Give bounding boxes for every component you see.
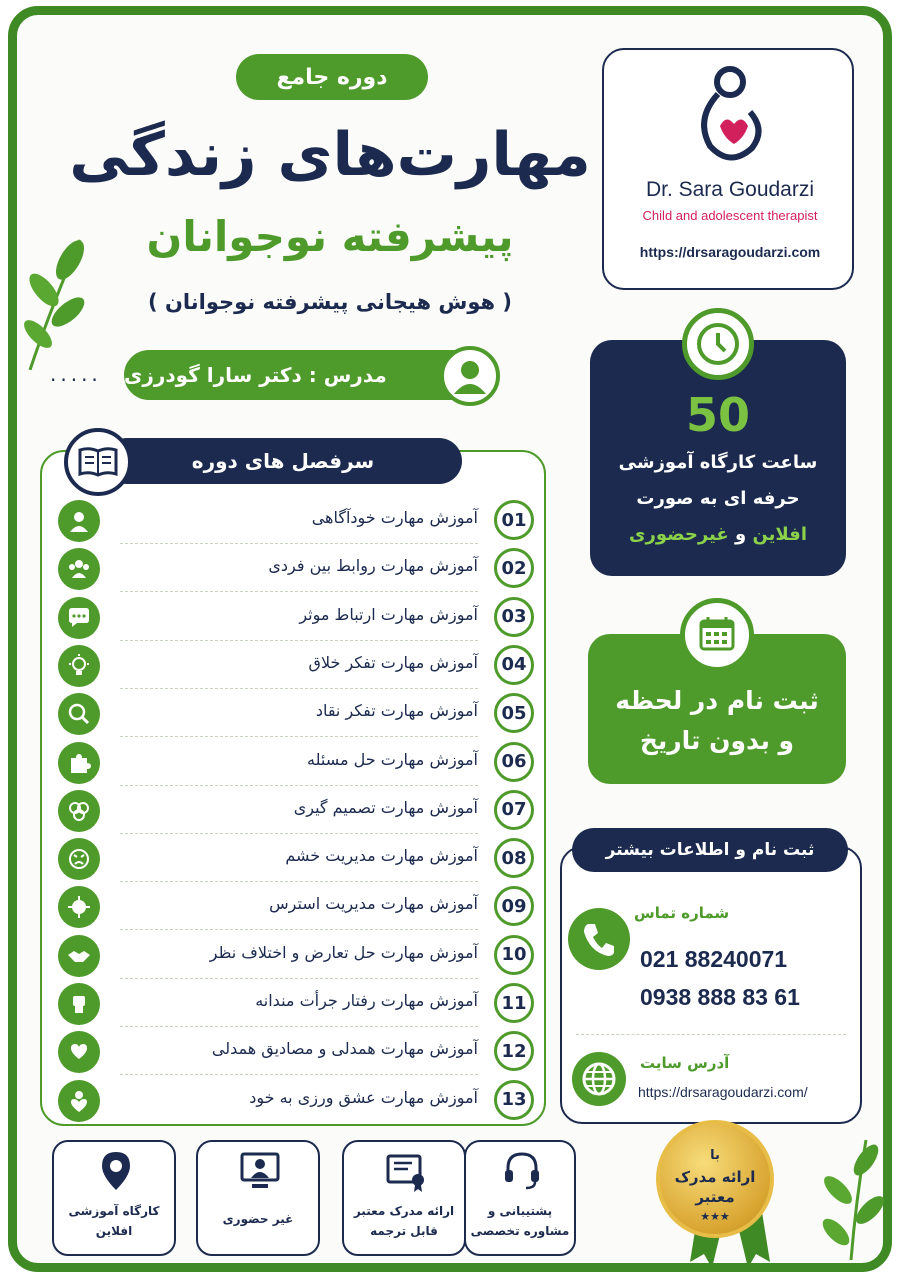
heart-hands-icon [58, 1031, 100, 1073]
feature-card-support [464, 1140, 576, 1256]
angry-face-icon [58, 838, 100, 880]
person-icon [58, 500, 100, 542]
syllabus-number: 10 [494, 935, 534, 975]
registration-line-2: و بدون تاریخ [639, 726, 795, 755]
syllabus-topic: آموزش مهارت مدیریت استرس [269, 894, 478, 914]
syllabus-row [56, 1027, 534, 1075]
syllabus-topic: آموزش مهارت همدلی و مصادیق همدلی [211, 1039, 478, 1059]
contact-divider [576, 1034, 846, 1035]
syllabus-topic: آموزش مهارت مدیریت خشم [285, 846, 478, 866]
page-subtitle: پیشرفته نوجوانان [146, 212, 514, 261]
feature-label-line-1: غیر حضوری [222, 1212, 294, 1226]
feature-card-online [196, 1140, 320, 1256]
syllabus-number: 13 [494, 1080, 534, 1120]
syllabus-number: 01 [494, 500, 534, 540]
website-url[interactable]: https://drsaragoudarzi.com/ [638, 1084, 808, 1100]
brand-role: Child and adolescent therapist [642, 208, 818, 223]
medal-line-3: معتبر [695, 1188, 735, 1206]
syllabus-number: 06 [494, 742, 534, 782]
self-love-icon [58, 1080, 100, 1122]
hours-line-1: ساعت کارگاه آموزشی [618, 452, 818, 473]
feature-label-line-1: کارگاه آموزشی [68, 1204, 160, 1218]
chat-icon [58, 597, 100, 639]
logo-card [602, 48, 854, 290]
feature-label-line-1: پشتیبانی و [487, 1204, 553, 1218]
syllabus-row [56, 931, 534, 979]
magnifier-icon [58, 693, 100, 735]
feature-label-line-2: افلاین [95, 1224, 133, 1238]
feature-card-certificate [342, 1140, 466, 1256]
syllabus-number: 07 [494, 790, 534, 830]
medal-line-2: ارائه مدرک [674, 1168, 756, 1186]
feature-card-offline-workshop [52, 1140, 176, 1256]
syllabus-topic: آموزش مهارت حل تعارض و اختلاف نظر [209, 942, 478, 962]
syllabus-row [56, 544, 534, 592]
headset-icon [502, 1150, 542, 1194]
syllabus-number: 11 [494, 983, 534, 1023]
syllabus-row [56, 496, 534, 544]
in-person-label: غیرحضوری [628, 524, 729, 545]
phone-number-2[interactable]: 0938 888 83 61 [640, 984, 800, 1010]
medal-stars: ★★★ [700, 1210, 730, 1223]
syllabus-topic: آموزش مهارت تفکر نقاد [315, 701, 478, 721]
syllabus-number: 09 [494, 886, 534, 926]
syllabus-row [56, 641, 534, 689]
leaf-decoration-right [816, 1130, 886, 1260]
phone-icon [568, 908, 630, 970]
handshake-icon [58, 935, 100, 977]
page-title: مهارت‌های زندگی [69, 120, 591, 190]
syllabus-number: 05 [494, 693, 534, 733]
course-badge: دوره جامع [236, 54, 428, 100]
syllabus-row [56, 834, 534, 882]
lightbulb-icon [58, 645, 100, 687]
hours-line-2: حرفه ای به صورت [636, 488, 800, 509]
group-icon [58, 548, 100, 590]
virus-icon [58, 886, 100, 928]
registration-line-1: ثبت نام در لحظه [615, 686, 819, 715]
brand-name: Dr. Sara Goudarzi [645, 178, 815, 201]
syllabus-row [56, 738, 534, 786]
brand-logo-icon [690, 64, 770, 168]
syllabus-row [56, 593, 534, 641]
globe-icon [572, 1052, 626, 1106]
website-label: آدرس سایت [640, 1054, 730, 1072]
syllabus-number: 08 [494, 838, 534, 878]
syllabus-title: سرفصل های دوره [104, 438, 462, 484]
syllabus-number: 02 [494, 548, 534, 588]
syllabus-row [56, 882, 534, 930]
syllabus-topic: آموزش مهارت روابط بین فردی [268, 556, 478, 576]
and-label: و [734, 524, 747, 545]
phone-label: شماره تماس [634, 904, 730, 922]
syllabus-row [56, 689, 534, 737]
syllabus-number: 04 [494, 645, 534, 685]
syllabus-topic: آموزش مهارت رفتار جرأت مندانه [255, 991, 478, 1010]
book-icon [64, 428, 132, 496]
monitor-user-icon [240, 1150, 280, 1194]
feature-label-line-1: ارائه مدرک معتبر [353, 1204, 455, 1218]
syllabus-topic: آموزش مهارت ارتباط موثر [299, 604, 478, 624]
feature-label-line-2: قابل ترجمه [370, 1224, 438, 1238]
brand-url[interactable]: https://drsaragoudarzi.com [639, 244, 821, 260]
syllabus-number: 12 [494, 1031, 534, 1071]
syllabus-topic: آموزش مهارت حل مسئله [307, 749, 478, 769]
decorative-dots: ..... [50, 362, 102, 386]
hours-number: 50 [685, 388, 750, 442]
certificate-icon [386, 1150, 426, 1194]
fist-icon [58, 983, 100, 1025]
syllabus-row [56, 979, 534, 1027]
page-subtitle-paren: ( هوش هیجانی پیشرفته نوجوانان ) [148, 290, 512, 314]
syllabus-topic: آموزش مهارت عشق ورزی به خود [249, 1087, 478, 1107]
syllabus-topic: آموزش مهارت خودآگاهی [311, 508, 478, 527]
instructor-avatar-icon [440, 346, 500, 406]
syllabus-row [56, 786, 534, 834]
clock-icon [682, 308, 754, 380]
hours-line-3 [590, 524, 846, 545]
syllabus-topic: آموزش مهارت تصمیم گیری [293, 797, 478, 817]
puzzle-icon [58, 742, 100, 784]
offline-label: افلاین [752, 524, 808, 545]
brain-icon [58, 790, 100, 832]
instructor-label: مدرس : دکتر سارا گودرزی [124, 350, 484, 400]
syllabus-topic: آموزش مهارت تفکر خلاق [308, 652, 478, 672]
feature-label-line-2: مشاوره تخصصی [470, 1224, 570, 1238]
calendar-icon [680, 598, 754, 672]
syllabus-number: 03 [494, 597, 534, 637]
location-pin-icon [96, 1150, 136, 1194]
medal-line-1: با [710, 1148, 720, 1163]
phone-number-1[interactable]: 021 88240071 [640, 946, 788, 972]
contact-title: ثبت نام و اطلاعات بیشتر [572, 828, 848, 872]
certificate-medal [656, 1120, 774, 1238]
syllabus-row [56, 1076, 534, 1124]
